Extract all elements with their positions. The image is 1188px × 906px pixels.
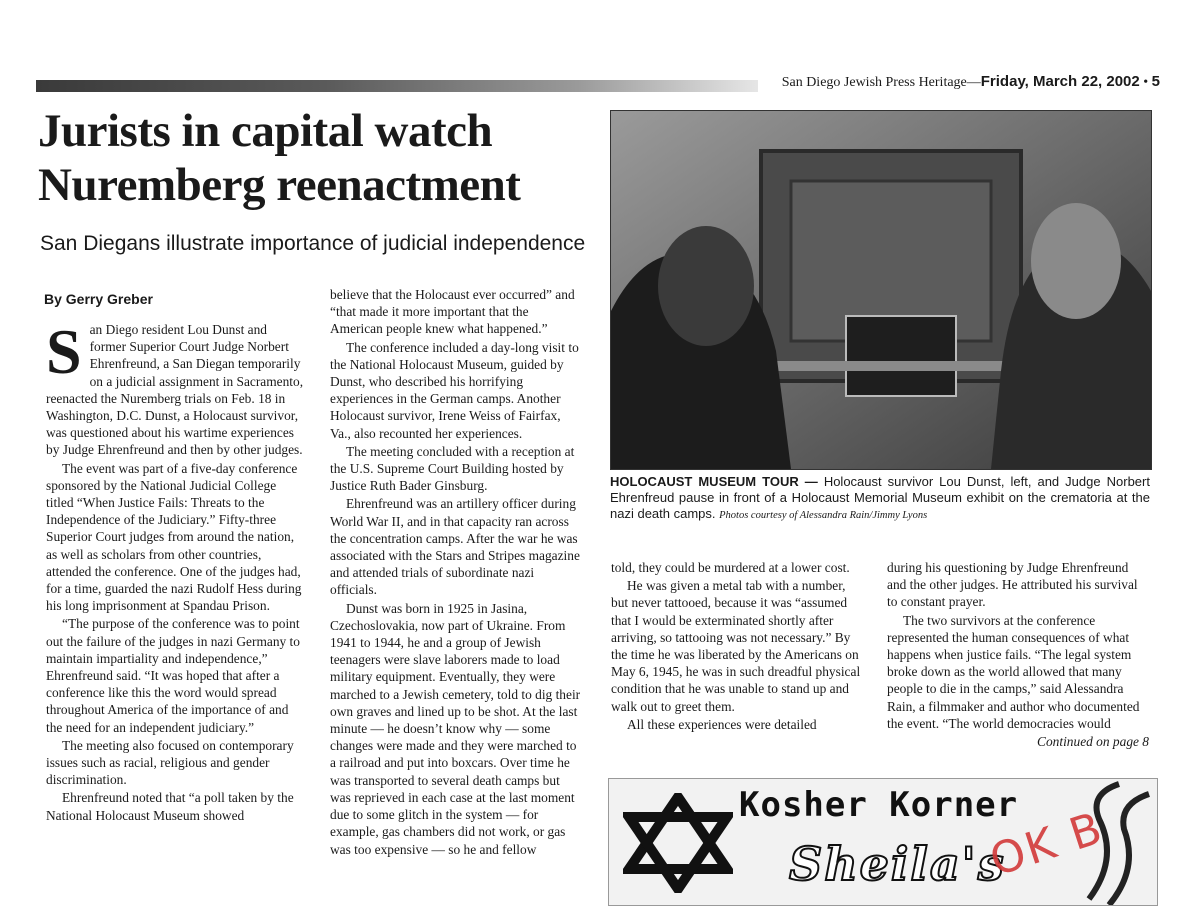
header-dash: —	[966, 75, 981, 90]
caption-text: Holocaust survivor Lou Dunst, left, and Judge Norbert Ehrenfreud pause in front of a Holocaust Memorial Museum exhibit on the crematoria at the nazi death camps.	[610, 474, 1150, 521]
paragraph: Ehrenfreund noted that “a poll taken by the National Holocaust Museum showed	[46, 790, 294, 823]
paragraph: All these experiences were detailed	[627, 716, 817, 732]
paragraph: The meeting concluded with a reception at the U.S. Supreme Court Building hosted by Justice Ruth Bader Ginsburg.	[330, 443, 575, 494]
page-number: 5	[1151, 73, 1160, 90]
paragraph: The two survivors at the conference represented the human consequences of what happens when justice fails. “The legal system broke down as the world allowed that many people to die in the camps,” said Alessandra Rain, a filmmaker and author who documented the event. “The world democracies would	[887, 612, 1140, 731]
paragraph: told, they could be murdered at a lower cost.	[611, 560, 850, 575]
photo-illustration	[611, 111, 1151, 469]
caption-title: HOLOCAUST MUSEUM TOUR —	[610, 474, 818, 489]
article-column-1	[46, 321, 304, 904]
paragraph: The event was part of a five-day conference sponsored by the National Judicial College titled “When Justice Fails: Threats to the Independence of the Judiciary.” Fifty-three Superior Court judges from around the nation, as well as scholars from other countries, attended the conference. One of the judges had, for a time, guarded the nazi Rudolf Hess during his long imprisonment at Spandau Prison.	[46, 460, 302, 614]
star-of-david-icon	[623, 793, 733, 893]
masthead-rule	[36, 80, 758, 92]
article-subheadline: San Diegans illustrate importance of judicial independence	[40, 232, 586, 255]
article-column-4	[887, 559, 1149, 759]
drop-cap: S	[46, 321, 82, 387]
ad-script-logo: Sheila's	[789, 837, 1006, 891]
paragraph: believe that the Holocaust ever occurred” and “that made it more important that the American people knew what happened.”	[330, 287, 575, 337]
article-column-2	[330, 286, 582, 904]
header-bullet: •	[1143, 75, 1149, 90]
paragraph: The conference included a day-long visit to the National Holocaust Museum, guided by Dunst, who described his horrifying experiences in the German camps. Another Holocaust survivor, Irene Weiss of Fairfax, Va., also recounted her experiences.	[330, 339, 579, 441]
paragraph: Ehrenfreund was an artillery officer during World War II, and in that capacity ran across the concentration camps. After the war he was associated with the Stars and Stripes magazine and attended trials of subordinate nazi officials.	[330, 496, 580, 598]
paragraph: “The purpose of the conference was to point out the failure of the judges in nazi Germany to maintain impartiality and independence,” Ehrenfreund said. “It was hoped that after a conference like this the word would spread throughout America of the importance of and the need for an independent judiciary.”	[46, 616, 300, 735]
continued-note: Continued on page 8	[1037, 734, 1149, 750]
photo-credit: Photos courtesy of Alessandra Rain/Jimmy Lyons	[719, 510, 928, 521]
paragraph: The meeting also focused on contemporary issues such as racial, religious and gender discrimination.	[46, 737, 294, 788]
paragraph: Dunst was born in 1925 in Jasina, Czechoslovakia, now part of Ukraine. From 1941 to 1944, he and a group of Jewish teenagers were slave laborers made to load military equipment. Eventually, they were marched to a Jewish cemetery, told to dig their own graves and lined up to be shot. At the last minute — he doesn’t know why — some changes were made and they were marched to a railroad and put into boxcars. Over time he was transported to several death camps but was reprieved in each case at the last moment due to some glitch in the system — for example, gas chambers did not work, or gas was too expensive — so he and fellow	[330, 600, 581, 857]
publication-name: San Diego Jewish Press Heritage	[781, 75, 967, 90]
photo-caption	[610, 474, 1150, 524]
article-byline: By Gerry Greber	[44, 291, 153, 307]
paragraph: San Diego resident Lou Dunst and former Superior Court Judge Norbert Ehrenfreund, a San Diegan temporarily on a judicial assignment in Sacramento, reenacted the Nuremberg trials on Feb. 18 in Washington, D.C. Dunst, a Holocaust survivor, was questioned about his wartime experiences by Judge Ehrenfreund and then by other judges.	[46, 321, 304, 458]
article-column-3	[611, 559, 861, 759]
article-headline: Jurists in capital watch Nuremberg reenactment	[38, 105, 521, 211]
article-photo	[610, 110, 1152, 470]
handwritten-note: OK B	[983, 802, 1110, 887]
issue-date: Friday, March 22, 2002	[980, 73, 1140, 90]
paragraph: He was given a metal tab with a number, but never tattooed, because it was “assumed that I would be exterminated shortly after arriving, so tattooing was not necessary.” By the time he was liberated by the Americans on May 6, 1945, he was in such dreadful physical condition that he was unable to stand up and walk out to greet them.	[611, 578, 861, 714]
page-header	[770, 73, 1160, 91]
paragraph: during his questioning by Judge Ehrenfreund and the other judges. He attributed his survival to constant prayer.	[887, 560, 1138, 610]
ad-title: Kosher Korner	[739, 785, 1019, 825]
kosher-korner-ad	[608, 778, 1158, 906]
